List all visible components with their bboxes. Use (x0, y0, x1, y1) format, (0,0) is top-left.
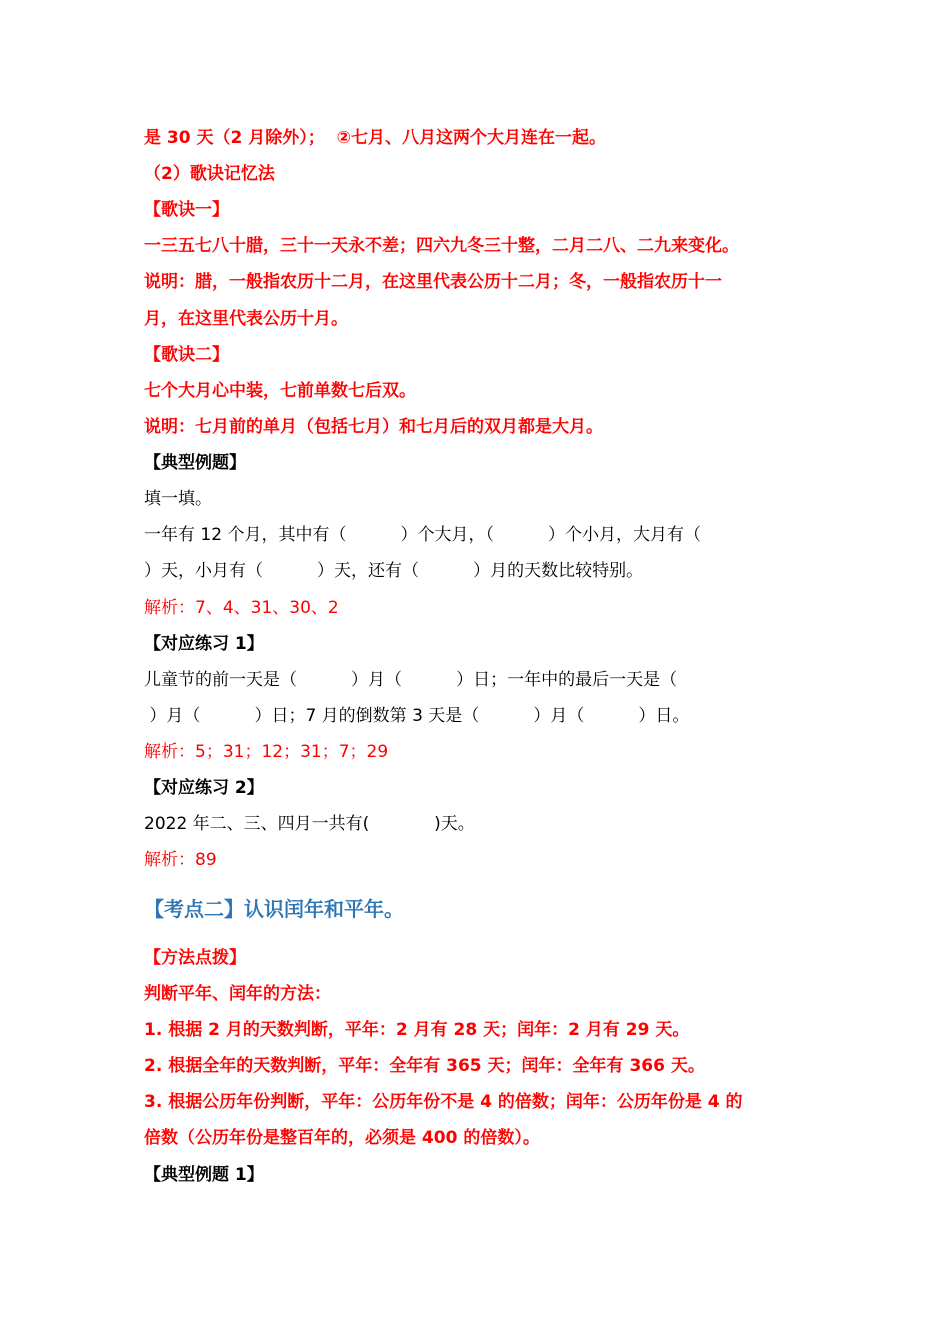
label-method: 【方法点拨】 (144, 948, 246, 968)
label-practice-1: 【对应练习 1】 (144, 634, 264, 654)
example-answer: 解析：7、4、31、30、2 (144, 598, 339, 618)
method-item-2: 2. 根据全年的天数判断，平年：全年有 365 天；闰年：全年有 366 天。 (144, 1056, 705, 1076)
method-item-3-cont: 倍数（公历年份是整百年的，必须是 400 的倍数）。 (144, 1128, 540, 1148)
method-intro: 判断平年、闰年的方法： (144, 984, 331, 1004)
section-heading: 【考点二】认识闰年和平年。 (144, 897, 404, 921)
practice-1-question-cont: ）月（ ）日；7 月的倒数第 3 天是（ ）月（ ）日。 (144, 706, 690, 726)
text-line: 是 30 天（2 月除外）； ②七月、八月这两个大月连在一起。 (144, 128, 606, 148)
practice-1-question: 儿童节的前一天是（ ）月（ ）日；一年中的最后一天是（ (144, 670, 678, 690)
method-item-1: 1. 根据 2 月的天数判断，平年：2 月有 28 天；闰年：2 月有 29 天。 (144, 1020, 690, 1040)
label-rhyme-2: 【歌诀二】 (144, 345, 229, 365)
method-item-3: 3. 根据公历年份判断，平年：公历年份不是 4 的倍数；闰年：公历年份是 4 的 (144, 1092, 743, 1112)
label-rhyme-1: 【歌诀一】 (144, 200, 229, 220)
example-question-cont: ）天，小月有（ ）天，还有（ ）月的天数比较特别。 (144, 561, 644, 581)
label-example-1: 【典型例题 1】 (144, 1165, 264, 1185)
practice-2-question: 2022 年二、三、四月一共有( )天。 (144, 814, 475, 834)
practice-2-answer: 解析：89 (144, 850, 217, 870)
example-instruction: 填一填。 (144, 489, 212, 509)
label-practice-2: 【对应练习 2】 (144, 778, 264, 798)
section-subtitle: （2）歌诀记忆法 (144, 164, 275, 184)
rhyme-1-note-cont: 月，在这里代表公历十月。 (144, 309, 348, 329)
rhyme-1-text: 一三五七八十腊，三十一天永不差；四六九冬三十整，二月二八、二九来变化。 (144, 236, 739, 256)
rhyme-1-note: 说明：腊，一般指农历十二月，在这里代表公历十二月；冬，一般指农历十一 (144, 272, 722, 292)
rhyme-2-text: 七个大月心中装，七前单数七后双。 (144, 381, 416, 401)
example-question: 一年有 12 个月，其中有（ ）个大月，（ ）个小月，大月有（ (144, 525, 702, 545)
rhyme-2-note: 说明：七月前的单月（包括七月）和七月后的双月都是大月。 (144, 417, 603, 437)
label-example: 【典型例题】 (144, 453, 246, 473)
practice-1-answer: 解析：5；31；12；31；7；29 (144, 742, 389, 762)
